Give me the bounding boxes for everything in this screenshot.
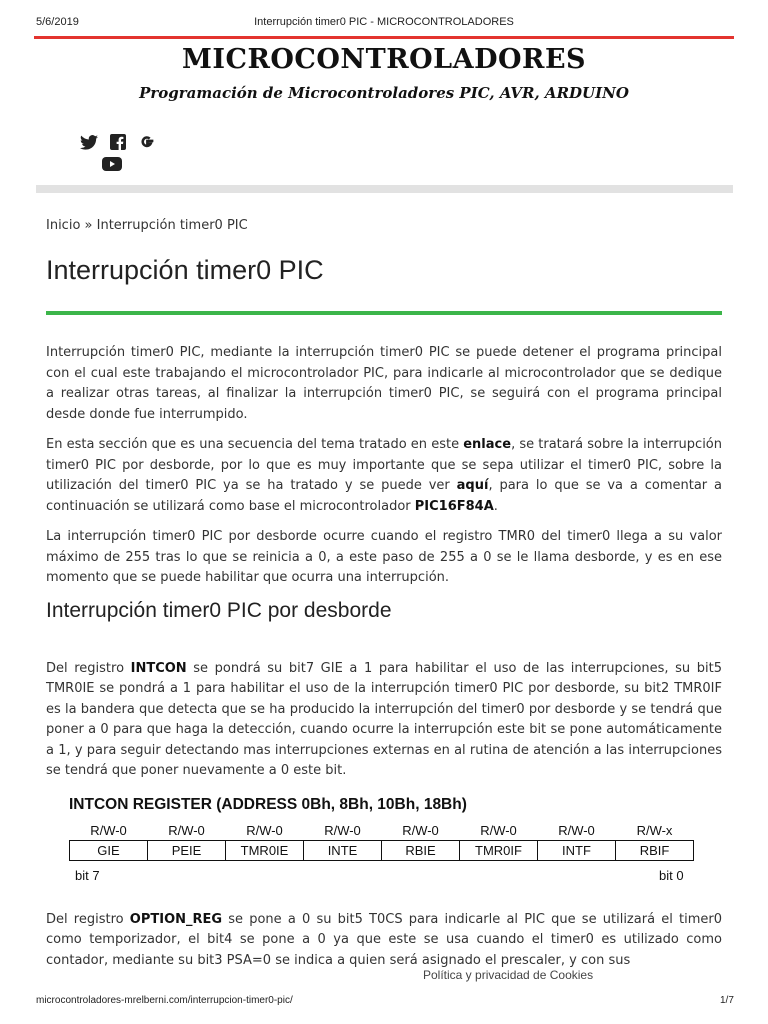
intcon-keyword: INTCON xyxy=(130,660,187,676)
text-segment: Del registro xyxy=(46,660,131,676)
access-cell: R/W-x xyxy=(636,823,673,838)
section-heading: Interrupción timer0 PIC por desborde xyxy=(46,598,392,622)
access-cell: R/W-0 xyxy=(558,823,595,838)
text-segment: , se tratará sobre la interrupción timer0 PIC por desborde, por lo que es muy importante que se sepa utilizar el timer0 PIC, sobre la utilización del timer0 PIC ya se ha tratado y se puede ver xyxy=(46,437,722,493)
youtube-icon[interactable] xyxy=(102,157,122,171)
bit-cell: INTE xyxy=(304,840,382,860)
paragraph-overflow: La interrupción timer0 PIC por desborde ocurre cuando el registro TMR0 del timer0 llega a su valor máximo de 255 tras lo que se reinicia a 0, a este paso de 255 a 0 se le llama desborde, y es en ese momento que se puede habilitar que ocurra una interrupción. xyxy=(46,529,722,585)
intcon-register-figure xyxy=(46,796,722,888)
text-segment: se pone a 0 su bit5 T0CS para indicarle al PIC que se utilizará el timer0 como temporizador, el bit4 se pone a 0 ya que este se usa cuando el timer0 es utilizado como contador, mediante su bit3 PSA=0 se indica a quien será asignado el prescaler, y con sus xyxy=(46,911,722,968)
breadcrumb-current: Interrupción timer0 PIC xyxy=(96,218,248,233)
print-page-title: Interrupción timer0 PIC - MICROCONTROLADORES xyxy=(254,16,514,28)
access-cell: R/W-0 xyxy=(402,823,439,838)
social-links xyxy=(80,133,170,175)
bit-cell: TMR0IE xyxy=(226,840,304,860)
access-cell: R/W-0 xyxy=(324,823,361,838)
bit-cell: TMR0IF xyxy=(460,840,538,860)
paragraph-section xyxy=(46,435,722,517)
bit-cell: PEIE xyxy=(148,840,226,860)
pic-model: PIC16F84A xyxy=(414,498,494,514)
register-table xyxy=(69,822,694,861)
twitter-icon[interactable] xyxy=(80,135,98,150)
access-cell: R/W-0 xyxy=(246,823,283,838)
print-header xyxy=(0,0,768,30)
option-reg-keyword: OPTION_REG xyxy=(129,911,223,927)
text-segment: , para lo que se va a comentar a continuación se utilizará como base el microcontrolador xyxy=(46,478,722,514)
register-access-row xyxy=(70,822,694,841)
facebook-icon[interactable] xyxy=(110,134,126,150)
text-segment: . xyxy=(493,498,498,514)
register-bits-row xyxy=(70,840,694,860)
access-cell: R/W-0 xyxy=(168,823,205,838)
bit-7-label: bit 7 xyxy=(75,867,100,883)
bit-0-label: bit 0 xyxy=(659,867,684,883)
print-footer xyxy=(0,990,768,1024)
header-divider xyxy=(34,36,734,39)
breadcrumb-home-link[interactable]: Inicio xyxy=(46,218,81,233)
cookies-policy-link[interactable]: Política y privacidad de Cookies xyxy=(423,968,594,982)
paragraph-intcon xyxy=(46,659,722,782)
article-body xyxy=(46,343,722,981)
text-segment: Del registro xyxy=(46,911,130,927)
access-cell: R/W-0 xyxy=(480,823,517,838)
paragraph-option-reg xyxy=(46,910,722,972)
print-url: microcontroladores-mrelberni.com/interrupcion-timer0-pic/ xyxy=(36,995,293,1006)
bit-cell: RBIE xyxy=(382,840,460,860)
enlace-link[interactable]: enlace xyxy=(463,437,512,452)
breadcrumb xyxy=(46,218,248,233)
breadcrumb-separator: » xyxy=(80,218,97,233)
bit-cell: RBIF xyxy=(616,840,694,860)
title-underline xyxy=(46,311,722,315)
site-tagline: Programación de Microcontroladores PIC, AVR, ARDUINO xyxy=(139,84,629,102)
print-date: 5/6/2019 xyxy=(36,16,79,28)
print-page-number: 1/7 xyxy=(720,995,734,1006)
paragraph-intro: Interrupción timer0 PIC, mediante la interrupción timer0 PIC se puede detener el programa principal con el cual este trabajando el microcontrolador PIC, para indicarle al microcontrolador que se dedique a realizar otras tareas, al finalizar la interrupción timer0 PIC, se seguirá con el programa principal desde donde fue interrumpido. xyxy=(46,345,722,422)
bit-cell: GIE xyxy=(70,840,148,860)
register-title: INTCON REGISTER (ADDRESS 0Bh, 8Bh, 10Bh, 18Bh) xyxy=(69,795,467,813)
bit-cell: INTF xyxy=(538,840,616,860)
text-segment: se pondrá su bit7 GIE a 1 para habilitar el uso de las interrupciones, su bit5 TMR0IE se pondrá a 1 para habilitar el uso de la interrupción timer0 PIC por desborde, su bit2 TMR0IF es la bandera que detecta que se ha producido la interrupción del timer0 por desborde y se tendrá que poner a 0 para que haga la detección, cuando ocurre la interrupción este bit se pone automáticamente a 1, y para seguir detectando mas interrupciones externas en al rutina de atención a las interrupciones se tendrá que poner nuevamente a 0 este bit. xyxy=(46,660,722,778)
text-segment: En esta sección que es una secuencia del tema tratado en este xyxy=(46,437,464,452)
article-title: Interrupción timer0 PIC xyxy=(46,255,324,285)
nav-divider xyxy=(36,185,733,193)
site-title[interactable]: MICROCONTROLADORES xyxy=(181,44,587,75)
aqui-link[interactable]: aquí xyxy=(456,478,489,493)
access-cell: R/W-0 xyxy=(90,823,127,838)
google-icon[interactable] xyxy=(138,133,156,151)
